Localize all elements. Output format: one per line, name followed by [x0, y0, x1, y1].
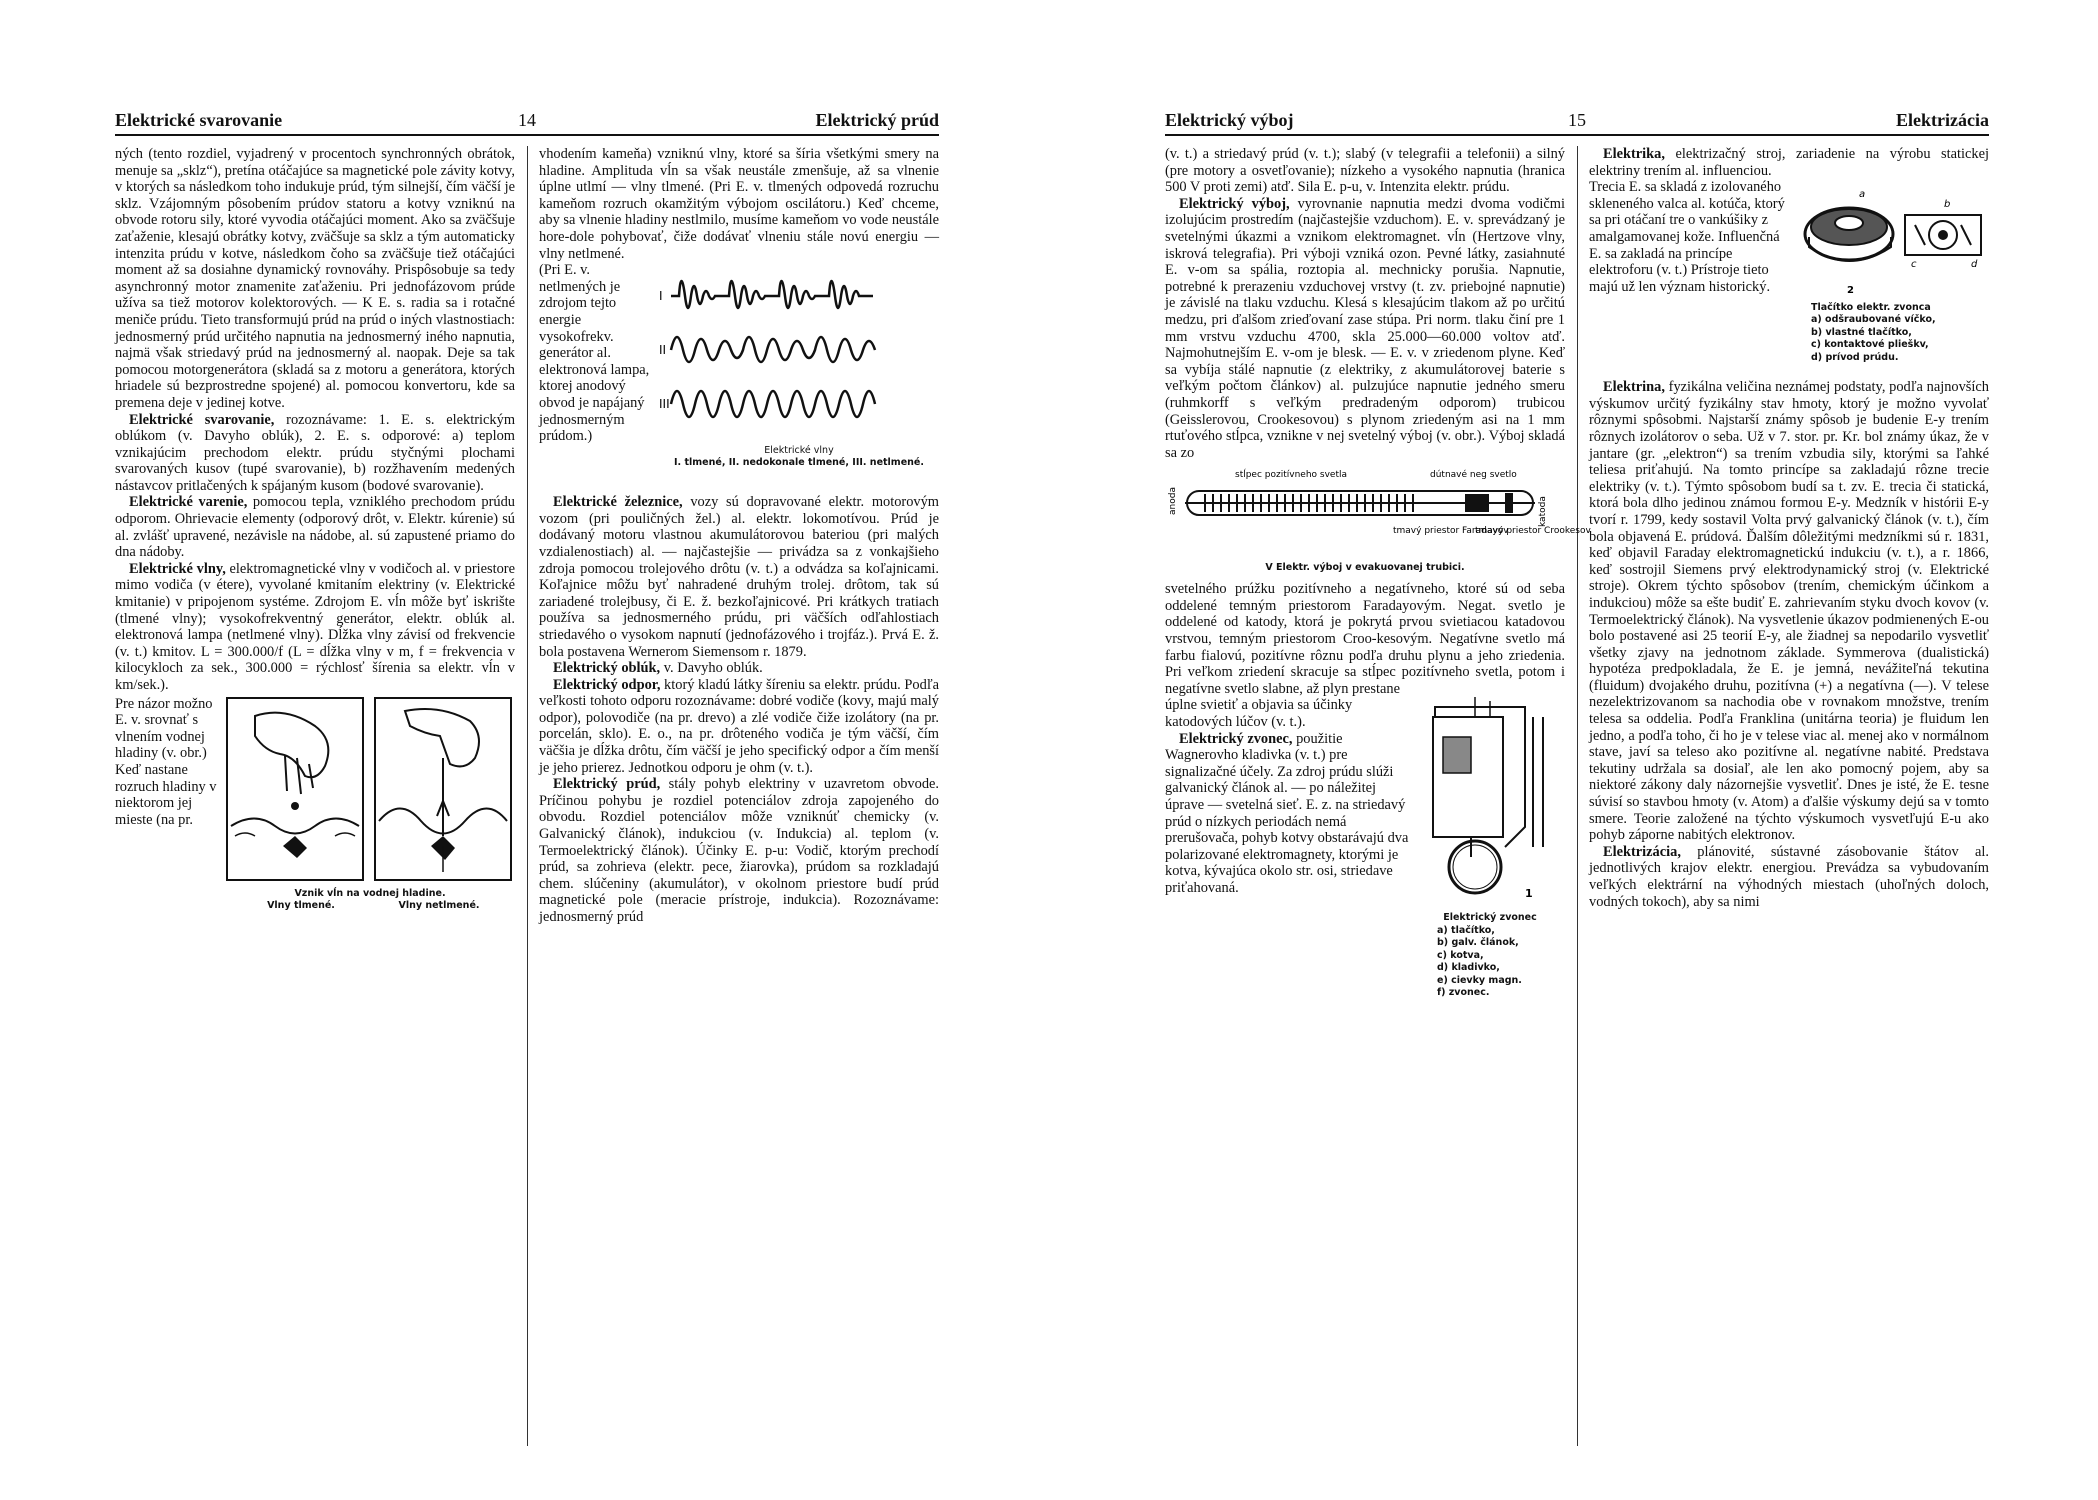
figure-discharge-tube	[1165, 467, 1591, 577]
right-page-number: 15	[1568, 110, 1586, 130]
damped-wave	[671, 281, 873, 308]
column-divider	[527, 146, 528, 1446]
bell-caption-item: b) galv. článok,	[1437, 937, 1519, 949]
tube-anode-label: anoda	[1168, 487, 1178, 516]
tube-column-label: stĺpec pozitívneho svetla	[1235, 470, 1347, 481]
svg-text:b: b	[1944, 199, 1951, 211]
entry-term: Elektrické železnice,	[553, 494, 683, 511]
entry-text: v. Davyho oblúk.	[660, 660, 763, 677]
entry-text: elektrizačný stroj, zariadenie na výrobu statickej elektriny trením al. influenciou.	[1589, 146, 1989, 179]
entry-text: ktorý kladú látky šíreniu sa elektr. prúdu. Podľa veľkosti tohoto odporu rozoznávame: dobré vodiče (kovy, majú malý odpor), polovodiče (na pr. drevo) a zlé vodiče čiže izolátory (na pr. porcelán, sklo). E. o., na pr. drôteného vodiča je tým väčší, čím väčšia je dĺžka drôtu, čím väčší je jeho specifický odpor a čím menší je jeho prierez. Jednotkou odporu je ohm (v. t.).	[539, 676, 939, 776]
bell-caption-item: d) kladivko,	[1437, 962, 1500, 974]
paragraph-wrap: (Pri E. v. netlmených je zdrojom tejto energie vysokofrekv. generátor al. elektronová lampa, ktorej anodový obvod je napájaný jednosmerným prúdom.)	[539, 262, 650, 445]
entry-elektrizacia	[1589, 844, 1989, 910]
column-divider	[1577, 146, 1578, 1446]
right-header-title: Elektrický výboj	[1165, 110, 1294, 130]
entry-term: Elektrické vlny,	[129, 560, 226, 577]
bell-caption-item: a) tlačítko,	[1437, 924, 1495, 936]
button-figure-number: 2	[1847, 285, 1854, 297]
bell-button-illustration	[1799, 179, 1989, 297]
bell-caption-item: e) cievky magn.	[1437, 974, 1522, 986]
left-page-number: 14	[518, 110, 536, 130]
entry-term: Elektrina,	[1603, 379, 1665, 396]
entry-text: elektromagnetické vlny v vodičoch al. v priestore mimo vodiča (v étere), vyvolané kmitaním elektriny (v. Elektrické kmitanie) v pripojenom systéme. Zdrojom E. vĺn môže byť iskrište (tlmené vlny); vysokofrekventný generátor, elektr. oblúk al. elektronová lampa (netlmené vlny). Dĺžka vlny závisí od frekvencie (v. t.) kmitov. L = 300.000/f (L = dĺžka vlny v m, f = frekvencia v kilocykloch za sek., 300.000 = rýchlosť šírenia sa elektr. vĺn v km/sek.).	[115, 560, 515, 693]
electric-waves-chart	[659, 262, 939, 440]
entry-elektricke-svarovanie	[115, 412, 515, 495]
paragraph: vhodením kameňa) vzniknú vlny, ktoré sa šíria všetkými smery na hladine. Amplituda vĺn sa však neustále zmenšuje, až sa vlnenie úplne utlmí — vlny tlmené. (Pri E. v. tlmených odpovedá rozruchu kameňom rozruch okamžitým výbojom oscilátoru.) Keď chceme, aby sa vlnenie hladiny nestlmilo, musíme kameňom vo vode neustále hore-dole pohybovať, čiže dodávať vlneniu stále novú energiu — vlny netlmené.	[539, 146, 939, 262]
tube-striations	[1205, 494, 1413, 512]
bell-caption-item: c) kotva,	[1437, 949, 1484, 961]
water-waves-caption: Vznik vĺn na vodnej hladine.	[294, 888, 446, 900]
water-waves-caption-damped: Vlny tlmené.	[267, 900, 335, 912]
right-page	[1165, 108, 1989, 1446]
bell-caption-title: Elektrický zvonec	[1443, 912, 1537, 924]
entry-term: Elektrický prúd,	[553, 776, 661, 793]
left-column-2	[539, 146, 939, 926]
entry-elektricke-varenie	[115, 494, 515, 560]
entry-term: Elektrizácia,	[1603, 843, 1681, 860]
left-page-header	[115, 108, 939, 136]
svg-text:d: d	[1971, 259, 1978, 271]
left-column-1	[115, 146, 515, 914]
entry-text: pomocou tepla, vzniklého prechodom prúdu odporom. Ohrievacie elementy (odporový drôt, v. Elektr. kúrenie) sú al. zvlášť upravené, nezávisle na nádobe, al. sú zapustené priamo do dna nádoby.	[115, 494, 516, 561]
entry-term: Elektrický výboj,	[1179, 195, 1290, 212]
button-caption-title: Tlačítko elektr. zvonca	[1811, 301, 1931, 313]
left-page	[115, 108, 939, 1446]
entry-elektricky-oblük	[539, 660, 939, 677]
figure-electric-bell	[1415, 697, 1565, 1023]
button-caption-list	[1799, 314, 1989, 364]
entry-elektrika	[1589, 146, 1989, 179]
paragraph-wrap: Trecia E. sa skladá z izolovaného skleneného valca al. kotúča, ktorý sa pri otáčaní tre o vankúšiky z amalgamovanej kože. Influenčná E. sa zakladá na princípe elektroforu (v. t.) Prístroje tieto majú už len význam historický.	[1589, 179, 1785, 295]
svg-text:a: a	[1859, 189, 1866, 201]
entry-elektrina	[1589, 379, 1989, 844]
button-caption-item: c) kontaktové plieškv,	[1811, 339, 1929, 351]
left-header-title: Elektrické svarovanie	[115, 110, 283, 130]
left-header-right-title: Elektrický prúd	[815, 110, 939, 130]
button-caption-item: b) vlastné tlačítko,	[1811, 326, 1912, 338]
tube-faraday-label: tmavý priestor Faradayov	[1393, 526, 1509, 537]
right-header-right-title: Elektrizácia	[1896, 110, 1989, 130]
water-waves-caption-undamped: Vlny netlmené.	[398, 900, 480, 912]
entry-text: použitie Wagnerovho kladivka (v. t.) pre signalizačné účely. Za zdroj prúdu slúži galvanický článok al. — po náležitej úprave — svetelná sieť. E. z. na striedavý prúd o nízkych periodách nemá prerušovača, pohyb kotvy obstarávajú dva polarizované elektromagnety, ktorými je kotva, kývajúca okolo str. osi, striedave priťahovaná.	[1165, 730, 1409, 896]
entry-term: Elektrický odpor,	[553, 676, 661, 693]
entry-term: Elektrické varenie,	[129, 494, 248, 511]
entry-term: Elektrické svarovanie,	[129, 411, 275, 428]
electric-bell-illustration	[1415, 697, 1565, 907]
button-caption-item: a) odšraubované víčko,	[1811, 314, 1936, 326]
entry-text: fyzikálna veličina neznámej podstaty, podľa najnovších výskumov určitý fyzikálny stav hmoty, ktorý je možno vyvolať rôznymi spôsobmi. Najstarší známy spôsob je budenie E-y trením rôznych izolátorov o seba. Už v 7. stor. pr. Kr. bol známy úkaz, že v jantare (gr. „elektron“) sa trením vzbudia sily, ktorými sa ľahké teliesa priťahujú. Na tomto princípe sa zakladajú rôzne trecie elektriky (v. t.). Týmto spôsobom budí sa t. zv. E. trecia či statická, ktorá bola dlho jedinou známou formou E-y. Medzník v histórii E-y tvorí r. 1799, kedy sostavil Volta prvý galvanický článok (v. t.), čím bola objavená E. prúdová. Ďalším dôležitými medzníkmi sú r. 1831, keď objavil Faraday elektromagnetickú indukciu (v. t.), a r. 1866, keď sostrojil Siemens prvý elektrodynamický stroj (v. Elektrické stroje). Okrem týchto spôsobov (trením, chemickým účinkom a indukciou) môže sa ešte budiť E. zahrievaním styku dvoch kovov (v. Termoelektrický článok). Na vysvetlenie úkazov podmienených E-ou bolo postavené asi 25 teorií E-y, ale žiadnej sa nepodarilo vysvetliť všetky zjavy na jednotnom základe. Symmerova (dualistická) hypotéza predpokladala, že E. je jemná, nevážiteľná tekutina (fluidum) dvojakého druhu, pozitívna (+) a negatívna (—). V telese nezelektrizovanom sa nachodia obe v rovnakom množstve, trením telesa sa oddelia. Podľa Franklina (unitárna teoria) je fluidum len jedno, a podľa toho, či ho je v telese viac al. menej ako v normálnom stave, javí sa teleso ako pozitívne al. negatívne nabité. Predstava tekutiny udržala sa dosiaľ, ale len ako pomocný pojem, aby sa niektoré zákony daly názornejšie vysvetliť. Dnes je isté, že E. tesne súvisí so stavbou hmoty (v. Atom) a ďalšie výskumy dejú sa v tomto smere. Teorie založené na týchto výskumoch vysvetľujú E-u ako pohyb záporne nabitých elektronov.	[1589, 379, 1989, 844]
entry-text: rozoznávame: 1. E. s. elektrickým oblúkom (v. Davyho oblúk), 2. E. s. odporové: a) teplom vznikajúcim prechodom elektr. prúdu styčnými plochami svarovaných kusov (tupé svarovanie), b) rozžhavením medených nástavcov pritlačených k spájaným kusom (bodové svarovanie).	[115, 411, 516, 494]
entry-term: Elektrika,	[1603, 146, 1665, 162]
undamped-wave	[671, 391, 875, 417]
right-column-2	[1589, 146, 1989, 910]
right-page-header	[1165, 108, 1989, 136]
paragraph-wrap: úplne svietiť a objavia sa účinky katodových lúčov (v. t.).	[1165, 697, 1353, 731]
entry-elektricky-vyboj	[1165, 196, 1565, 462]
figure-electric-waves	[659, 262, 939, 494]
figure-water-waves	[225, 696, 515, 914]
wave-label-3: III	[659, 397, 670, 412]
figure-bell-button	[1799, 179, 1989, 379]
button-caption-item: d) prívod prúdu.	[1811, 351, 1899, 363]
bell-caption-list	[1415, 925, 1565, 1000]
paragraph: ných (tento rozdiel, vyjadrený v procentoch synchronných obrátok, menuje sa „sklz“), pretína otáčajúce sa magnetické pole závity kotvy, v ktorých sa následkom toho indukuje prúd, tým silnejší, čím väčší je sklz. Vzájomným pôsobením prúdov statoru a kotvy vzniknú na obvode rotoru sily, ktoré vyvodia otáčajúci moment. Ako sa zväčšuje zaťaženie, klesajú obrátky kotvy, zväčšuje sa sklz a tým automaticky intenzita prúdu v kotve, následkom čoho sa zväčšuje tiež otáčajúci moment až sa dosiahne dynamický rovnováhy. Prispôsobuje sa tedy asynchronný motor znamenite zaťaženiu. Pri jednofázovom prúde užíva sa tiež motorov kolektorových. — K E. s. radia sa i rotačné meniče prúdu. Tieto transformujú prúd na prúd o iných vlastnostiach: jednosmerný prúd určitého napnutia na jednosmerný iného napnutia, najmä však striedavý prúd na jednosmerný al. naopak. Deje sa tak pomocou motorgenerátora (skladá sa z motoru a generátora, ktorých hriadele sú bezprostredne spojené) al. pomocou konvertoru, kde sa premena deje v jedinej kotve.	[115, 146, 515, 411]
partly-damped-wave	[671, 337, 875, 362]
wave-label-2: II	[659, 343, 667, 358]
bell-figure-number: 1	[1525, 887, 1533, 901]
electric-waves-legend: I. tlmené, II. nedokonale tlmené, III. netlmené.	[674, 456, 924, 468]
right-column-1	[1165, 146, 1591, 1023]
entry-text: plánovité, sústavné zásobovanie štátov al. jednotlivých krajov elektr. energiou. Prevádza sa vybudovaním veľkých elektrární na výhodných miestach (uhoľných doloch, vodných tokoch), aby sa nimi	[1589, 843, 1989, 910]
wave-label-1: I	[659, 289, 663, 304]
tube-crookes-label: tmavý priestor Crookesov	[1475, 526, 1591, 537]
entry-term: Elektrický zvonec,	[1179, 730, 1293, 747]
bell-caption-item: f) zvonec.	[1437, 987, 1490, 999]
tube-cathode-label: katoda	[1538, 496, 1548, 528]
tube-glow-label: dútnavé neg svetlo	[1430, 470, 1517, 481]
paragraph: (v. t.) a striedavý prúd (v. t.); slabý (v telegrafii a telefonii) a silný (pre motory a osvetľovanie); nízkeho a vysokého napnutia (hranica 500 V proti zemi) atď. Sila E. p-u, v. Intenzita elektr. prúdu.	[1165, 146, 1565, 196]
entry-elektricky-odpor	[539, 677, 939, 777]
paragraph-wrap: Pre názor možno E. v. srovnať s vlnením vodnej hladiny (v. obr.) Keď nastane rozruch hladiny v niektorom jej mieste (na pr.	[115, 695, 217, 828]
svg-text:c: c	[1911, 259, 1917, 271]
entry-elektricke-vlny	[115, 561, 515, 694]
entry-text: vozy sú dopravované elektr. motorovým vozom (pri pouličných žel.) al. elektr. lokomotívou. Prúd je dodávaný motoru vlastnou akumulátorovou bateriou (pri malých vzdialenostiach) al. — najčastejšie — privádza sa z vonkajšieho zdroja pomocou trolejového drôtu (v. t.) a odvádza sa koľajnicami. Koľajnice môžu byť nahradené druhým trolej. drôtom, tak sú zariadené trolejbusy, či E. ž. bezkoľajnicové. Pri krátkych tratiach používa sa jednosmerného prúdu, pri väčších odľahlostiach striedavého o vysokom napnutí (jednofázového i trojfáz.). Prvá E. ž. bola postavena Wernerom Siemensom r. 1879.	[539, 494, 939, 660]
entry-elektricky-prud	[539, 776, 939, 925]
entry-text: stály pohyb elektriny v uzavretom obvode. Príčinou pohybu je rozdiel potenciálov zdroja zapojeného do obvodu. Rozdiel potenciálov môže vzniknúť chemicky (v. Galvanický článok), indukciou (v. Indukcia) al. teplom (v. Termoelektrický článok). Účinky E. p-u: Vodič, ktorým prechodí prúd, sa zohrieva (elektr. pece, žiarovka), prúdom sa rozkladajú chem. slúčeniny (akumulátor), v okolnom priestore budí prúd magnetické pole (meracie prístroje, indukcia). Rozoznávame: jednosmerný prúd	[539, 776, 940, 925]
discharge-tube-illustration	[1165, 467, 1591, 557]
electric-waves-title: Elektrické vlny	[764, 444, 834, 456]
tube-caption: V Elektr. výboj v evakuovanej trubici.	[1265, 561, 1465, 573]
water-waves-illustration	[225, 696, 515, 884]
paragraph: svetelného prúžku pozitívneho a negatívneho, ktoré sú od seba oddelené temným priestorom Faradayovým. Negat. svetlo je oddelené od katody, ktorá je pokrytá prvou svietiacou katadovou vrstvou, temným priestorom Croo-kesovým. Negatívne svetlo má farbu fialovú, pozitívne rôznu podľa druhu plynu a jeho zriedenia. Pri veľkom zriedení skracuje sa stĺpec pozitívneho svetla, potom i negatívne svetlo slabne, až plyn prestane	[1165, 581, 1565, 697]
entry-term: Elektrický oblúk,	[553, 660, 661, 677]
entry-text: vyrovnanie napnutia medzi dvoma vodičmi izolujúcim prostredím (najčastejšie vzduchom). E. v. sprevádzaný je svetelnými úkazmi a vznikom elektromagnet. vĺn (Hertzove vlny, iskrová telegrafia). Pri výboji vzniká ozon. Pevné látky, zasiahnuté E. v-om sa spália, roztopia al. mechnicky porušia. Napnutie, potrebné k prerazeniu vzduchovej vrstvy (t. zv. priebojné napnutie) je závislé na tlaku vzduchu. Klesá s klesajúcim tlakom až po určitú medzu, pri ďalšom zrieďovaní zase stúpa. Pri norm. tlaku činí pre 1 mm vrstvu vzduchu 4700, skla 25.000—60.000 voltov atď. Najmohutnejším E. v-om je blesk. — E. v. v zriedenom plyne. Keď sa vybíja stálé napnutie (z elektriky, z akumulátorovej baterie s veľkým počtom článkov) al. pulzujúce napnutie jedného smeru (ruhmkorff s veľkým predradeným odporom) trubicou (Geisslerovou, Crookesovou) s plynom zriedeným asi na 1 mm rtuťového stĺpca, vznikne v nej svetelný výboj (v. obr.). Výboj skladá sa zo	[1165, 195, 1566, 461]
entry-elektricke-zeleznice	[539, 494, 939, 660]
